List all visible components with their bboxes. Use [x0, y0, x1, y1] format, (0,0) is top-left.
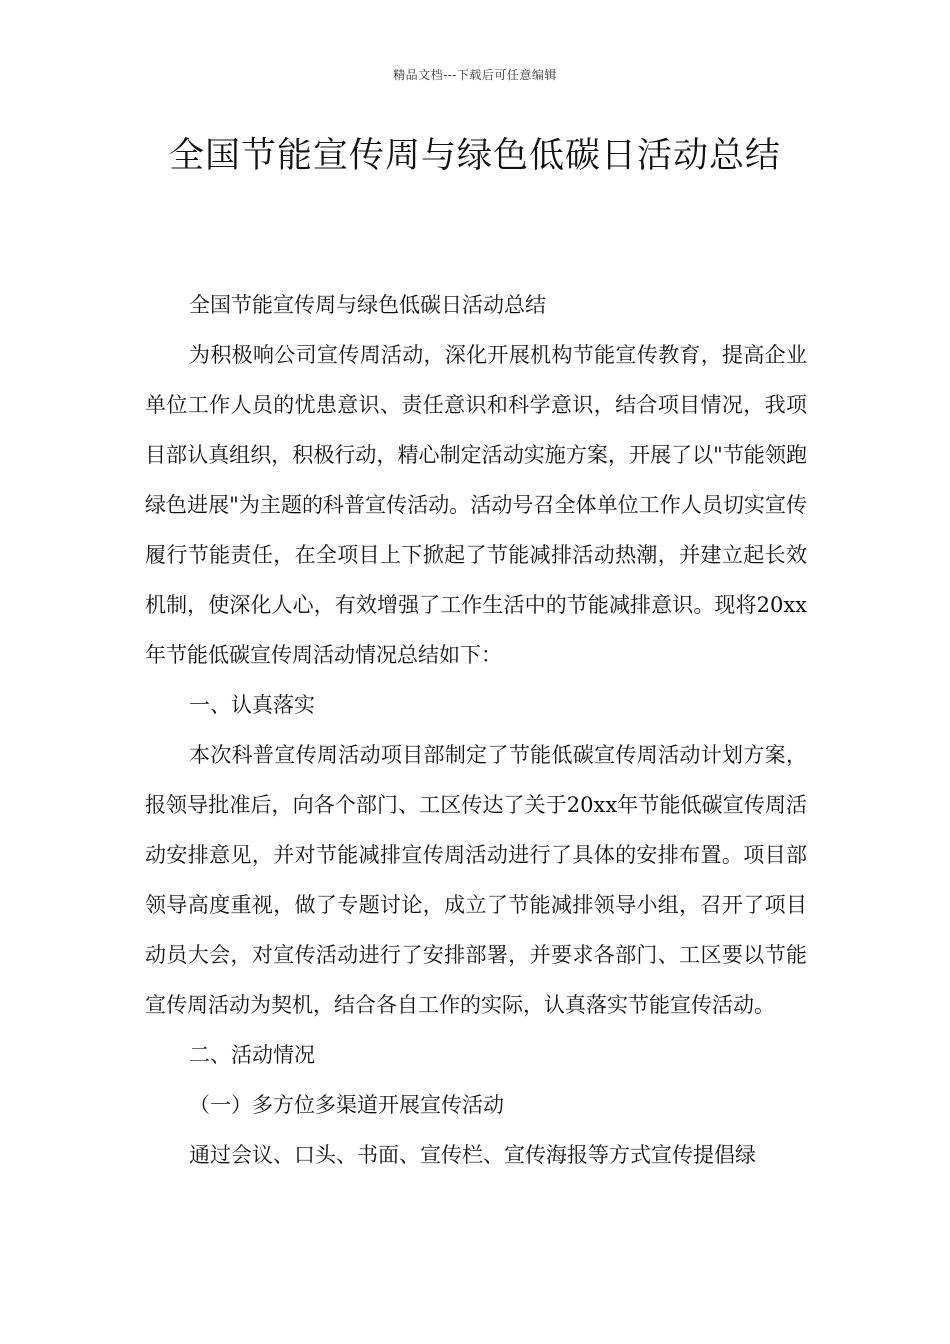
section-heading-1: 一、认真落实 [189, 693, 315, 717]
section-heading-2: 二、活动情况 [189, 1043, 315, 1067]
paragraph-intro: 为积极响公司宣传周活动，深化开展机构节能宣传教育，提高企业单位工作人员的忧患意识、责任意识和科学意识，结合项目情况，我项目部认真组织，积极行动，精心制定活动实施方案，开展了以"节能领跑绿色进展"为主题的科普宣传活动。活动号召全体单位工作人员切实宣传履行节能责任，在全项目上下掀起了节能减排活动热潮，并建立起长效机制，使深化人心，有效增强了工作生活中的节能减排意识。现将20xx年节能低碳宣传周活动情况总结如下： [145, 343, 807, 667]
header-note: 精品文档---下载后可任意编辑 [393, 68, 557, 82]
document-body [145, 280, 807, 1180]
subsection-heading-2-1: （一）多方位多渠道开展宣传活动 [189, 1093, 504, 1117]
paragraph-section-2-1: 通过会议、口头、书面、宣传栏、宣传海报等方式宣传提倡绿 [189, 1143, 756, 1167]
paragraph-section-1: 本次科普宣传周活动项目部制定了节能低碳宣传周活动计划方案，报领导批准后，向各个部门、工区传达了关于20xx年节能低碳宣传周活动安排意见，并对节能减排宣传周活动进行了具体的安排布置。项目部领导高度重视，做了专题讨论，成立了节能减排领导小组，召开了项目动员大会，对宣传活动进行了安排部署，并要求各部门、工区要以节能宣传周活动为契机，结合各自工作的实际，认真落实节能宣传活动。 [145, 743, 807, 1017]
document-title: 全国节能宣传周与绿色低碳日活动总结 [168, 136, 781, 176]
paragraph-subtitle: 全国节能宣传周与绿色低碳日活动总结 [189, 293, 546, 317]
